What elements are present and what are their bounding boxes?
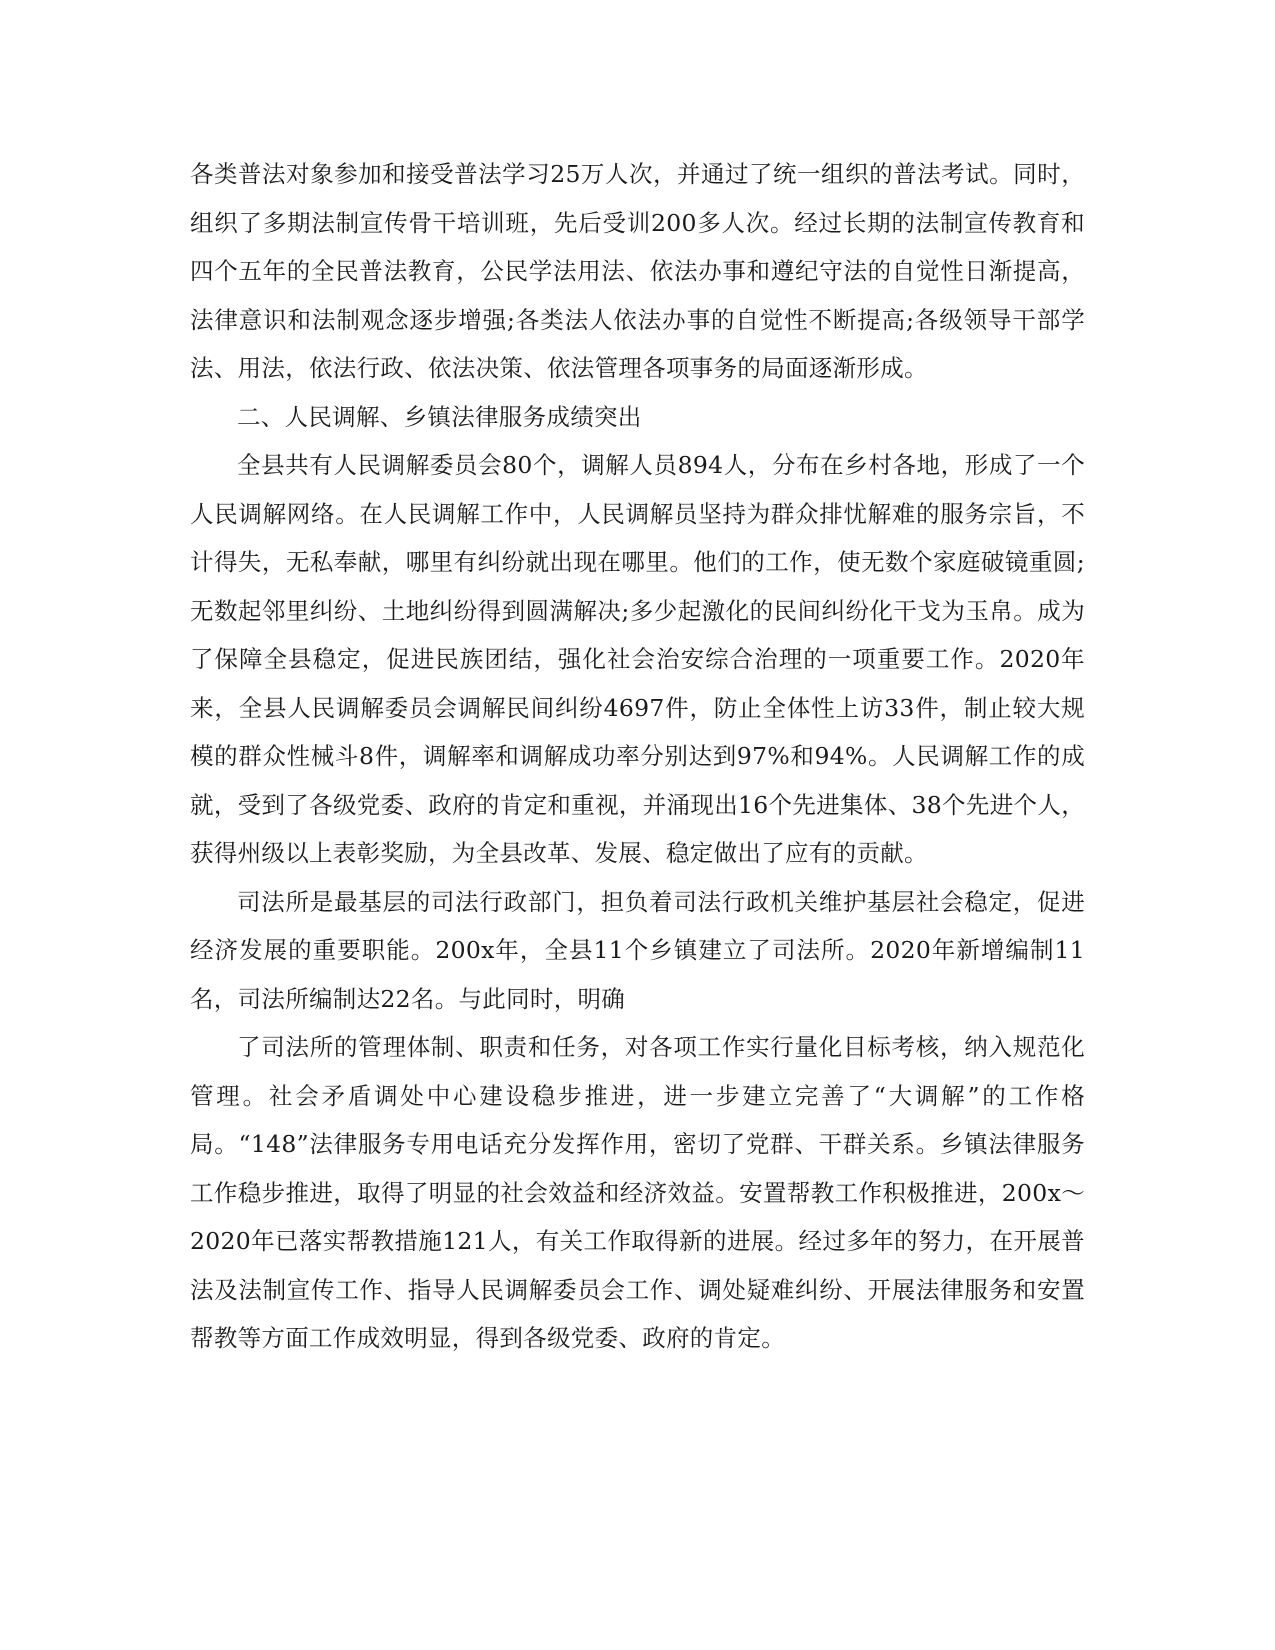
document-page <box>190 150 1085 1363</box>
paragraph-judicial-office: 司法所是最基层的司法行政部门，担负着司法行政机关维护基层社会稳定，促进经济发展的重要职能。200x年，全县11个乡镇建立了司法所。2020年新增编制11名，司法所编制达22名。与此同时，明确 <box>190 887 1085 1013</box>
section-heading: 二、人民调解、乡镇法律服务成绩突出 <box>237 402 642 431</box>
paragraph-continuation: 各类普法对象参加和接受普法学习25万人次，并通过了统一组织的普法考试。同时，组织了多期法制宣传骨干培训班，先后受训200多人次。经过长期的法制宣传教育和四个五年的全民普法教育，公民学法用法、依法办事和遵纪守法的自觉性日渐提高，法律意识和法制观念逐步增强;各类法人依法办事的自觉性不断提高;各级领导干部学法、用法，依法行政、依法决策、依法管理各项事务的局面逐渐形成。 <box>190 160 1085 382</box>
paragraph-mediation: 全县共有人民调解委员会80个，调解人员894人，分布在乡村各地，形成了一个人民调解网络。在人民调解工作中，人民调解员坚持为群众排忧解难的服务宗旨，不计得失，无私奉献，哪里有纠纷就出现在哪里。他们的工作，使无数个家庭破镜重圆;无数起邻里纠纷、土地纠纷得到圆满解决;多少起激化的民间纠纷化干戈为玉帛。成为了保障全县稳定，促进民族团结，强化社会治安综合治理的一项重要工作。2020年来，全县人民调解委员会调解民间纠纷4697件，防止全体性上访33件，制止较大规模的群众性械斗8件，调解率和调解成功率分别达到97%和94%。人民调解工作的成就，受到了各级党委、政府的肯定和重视，并涌现出16个先进集体、38个先进个人，获得州级以上表彰奖励，为全县改革、发展、稳定做出了应有的贡献。 <box>190 451 1085 867</box>
paragraph-management: 了司法所的管理体制、职责和任务，对各项工作实行量化目标考核，纳入规范化管理。社会矛盾调处中心建设稳步推进，进一步建立完善了“大调解”的工作格局。“148”法律服务专用电话充分发挥作用，密切了党群、干群关系。乡镇法律服务工作稳步推进，取得了明显的社会效益和经济效益。安置帮教工作积极推进，200x～2020年已落实帮教措施121人，有关工作取得新的进展。经过多年的努力，在开展普法及法制宣传工作、指导人民调解委员会工作、调处疑难纠纷、开展法律服务和安置帮教等方面工作成效明显，得到各级党委、政府的肯定。 <box>190 1033 1085 1352</box>
